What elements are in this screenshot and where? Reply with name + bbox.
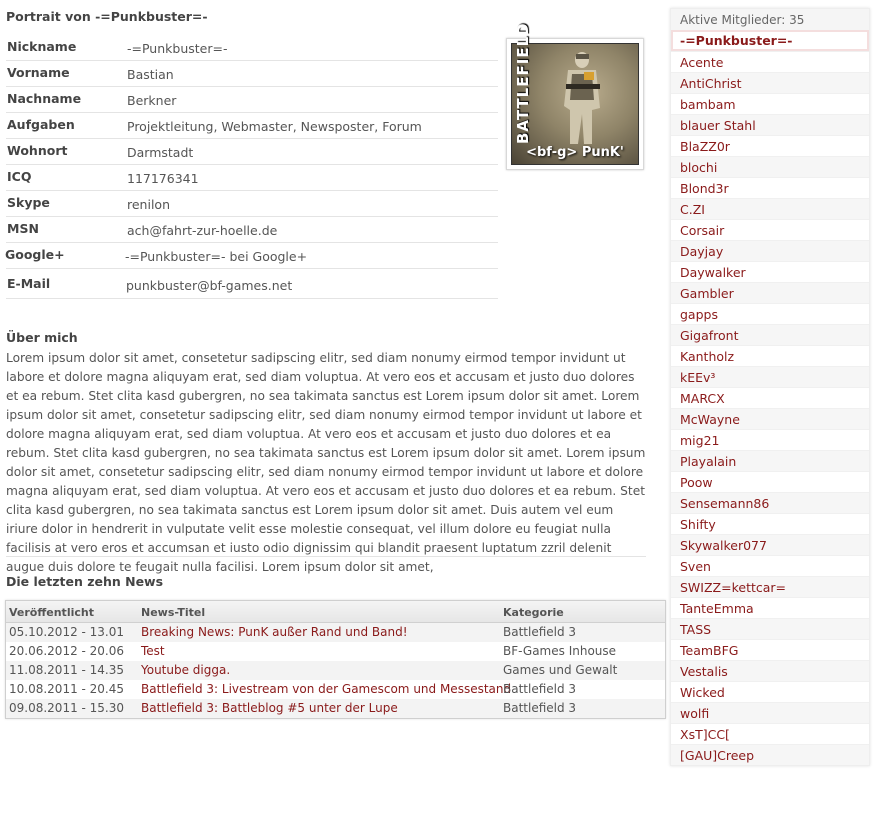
member-link[interactable]: MARCX <box>671 387 869 408</box>
member-link[interactable]: [GAU]Creep <box>671 744 869 765</box>
profile-row-nachname <box>6 87 498 113</box>
about-title: Über mich <box>6 330 78 345</box>
member-link[interactable]: Sven <box>671 555 869 576</box>
member-link[interactable]: Corsair <box>671 219 869 240</box>
member-link[interactable]: -=Punkbuster=- <box>671 30 869 51</box>
member-link[interactable]: TeamBFG <box>671 639 869 660</box>
member-link[interactable]: C.ZI <box>671 198 869 219</box>
profile-value: Projektleitung, Webmaster, Newsposter, Forum <box>127 119 422 134</box>
news-title-link[interactable]: Breaking News: PunK außer Rand und Band! <box>141 625 408 639</box>
profile-value: 117176341 <box>127 171 199 186</box>
member-link[interactable]: bambam <box>671 93 869 114</box>
avatar-tag: <bf-g> PunK' <box>526 145 624 160</box>
profile-label: Wohnort <box>7 143 68 158</box>
column-header-title[interactable]: News-Titel <box>141 606 206 619</box>
member-link[interactable]: Vestalis <box>671 660 869 681</box>
profile-row-icq <box>6 165 498 191</box>
news-section-title: Die letzten zehn News <box>6 574 164 589</box>
profile-label: Google+ <box>5 247 65 262</box>
member-link[interactable]: Kantholz <box>671 345 869 366</box>
member-link[interactable]: XsT]CC[ <box>671 723 869 744</box>
news-category: BF-Games Inhouse <box>503 644 617 658</box>
news-title-link[interactable]: Battlefield 3: Livestream von der Gamescom und Messestand <box>141 682 512 696</box>
table-row <box>6 699 665 718</box>
profile-row-vorname <box>6 61 498 87</box>
profile-label: MSN <box>7 221 39 236</box>
member-link[interactable]: Gigafront <box>671 324 869 345</box>
email-link[interactable]: punkbuster@bf-games.net <box>126 278 293 293</box>
member-link[interactable]: Acente <box>671 51 869 72</box>
column-header-published[interactable]: Veröffentlicht <box>9 606 94 619</box>
member-link[interactable]: TASS <box>671 618 869 639</box>
profile-label: Nachname <box>7 91 82 106</box>
profile-row-wohnort <box>6 139 498 165</box>
profile-row-nickname <box>6 35 498 61</box>
profile-table <box>6 35 498 299</box>
news-table <box>5 600 666 719</box>
member-link[interactable]: Skywalker077 <box>671 534 869 555</box>
member-link[interactable]: blochi <box>671 156 869 177</box>
soldier-figure-icon <box>556 50 606 146</box>
profile-label: Nickname <box>7 39 77 54</box>
news-title-link[interactable]: Battlefield 3: Battleblog #5 unter der Lupe <box>141 701 398 715</box>
member-link[interactable]: Playalain <box>671 450 869 471</box>
profile-label: Skype <box>7 195 50 210</box>
member-link[interactable]: BlaZZ0r <box>671 135 869 156</box>
table-row <box>6 642 665 661</box>
member-link[interactable]: mig21 <box>671 429 869 450</box>
profile-row-email <box>6 269 498 299</box>
news-date: 20.06.2012 - 20.06 <box>9 644 125 658</box>
news-table-header <box>6 601 665 623</box>
active-members-panel <box>670 8 870 766</box>
news-date: 05.10.2012 - 13.01 <box>9 625 125 639</box>
profile-label: ICQ <box>7 169 32 184</box>
profile-value: -=Punkbuster=- <box>127 41 228 56</box>
table-row <box>6 680 665 699</box>
news-title-link[interactable]: Test <box>141 644 165 658</box>
profile-value: renilon <box>127 197 170 212</box>
news-date: 11.08.2011 - 14.35 <box>9 663 125 677</box>
profile-row-googleplus <box>6 243 498 269</box>
page-title: Portrait von -=Punkbuster=- <box>6 9 208 24</box>
news-category: Battlefield 3 <box>503 701 577 715</box>
profile-row-msn <box>6 217 498 243</box>
news-category: Battlefield 3 <box>503 625 577 639</box>
profile-label: E-Mail <box>7 276 51 291</box>
avatar-battlefield-text: BATTLEFIELD <box>514 22 532 144</box>
avatar <box>511 22 639 165</box>
member-link[interactable]: Shifty <box>671 513 869 534</box>
profile-value: Bastian <box>127 67 174 82</box>
news-category: Battlefield 3 <box>503 682 577 696</box>
profile-row-skype <box>6 191 498 217</box>
member-link[interactable]: kEEv³ <box>671 366 869 387</box>
news-category: Games und Gewalt <box>503 663 618 677</box>
member-link[interactable]: Wicked <box>671 681 869 702</box>
profile-value: ach@fahrt-zur-hoelle.de <box>127 223 278 238</box>
google-plus-link[interactable]: -=Punkbuster=- bei Google+ <box>125 249 308 264</box>
news-date: 10.08.2011 - 20.45 <box>9 682 125 696</box>
profile-value: Berkner <box>127 93 177 108</box>
news-rows <box>6 623 665 718</box>
member-link[interactable]: wolfi <box>671 702 869 723</box>
active-members-header: Aktive Mitglieder: 35 <box>671 9 869 30</box>
news-title-link[interactable]: Youtube digga. <box>141 663 231 677</box>
table-row <box>6 623 665 642</box>
member-link[interactable]: Gambler <box>671 282 869 303</box>
member-link[interactable]: Dayjay <box>671 240 869 261</box>
member-link[interactable]: Sensemann86 <box>671 492 869 513</box>
member-link[interactable]: AntiChrist <box>671 72 869 93</box>
profile-label: Vorname <box>7 65 70 80</box>
column-header-category[interactable]: Kategorie <box>503 606 564 619</box>
member-link[interactable]: TanteEmma <box>671 597 869 618</box>
member-link[interactable]: McWayne <box>671 408 869 429</box>
member-link[interactable]: Poow <box>671 471 869 492</box>
avatar-frame <box>506 22 644 170</box>
table-row <box>6 661 665 680</box>
about-text: Lorem ipsum dolor sit amet, consetetur sadipscing elitr, sed diam nonumy eirmod tempor invidunt ut labore et dolore magna aliquyam erat, sed diam voluptua. At vero eos et accusam et justo duo dolores et ea rebum. Stet clita kasd gubergren, no sea takimata sanctus est Lorem ipsum dolor sit amet. Lorem ipsum dolor sit amet, consetetur sadipscing elitr, sed diam nonumy eirmod tempor invidunt ut labore et dolore magna aliquyam erat, sed diam voluptua. At vero eos et accusam et justo duo dolores et ea rebum. Stet clita kasd gubergren, no sea takimata sanctus est Lorem ipsum dolor sit amet. Lorem ipsum dolor sit amet, consetetur sadipscing elitr, sed diam nonumy eirmod tempor invidunt ut labore et dolore magna aliquyam erat, sed diam voluptua. At vero eos et accusam et justo duo dolores et ea rebum. Stet clita kasd gubergren, no sea takimata sanctus est Lorem ipsum dolor sit amet. Duis autem vel eum iriure dolor in hendrerit in vulputate velit esse molestie consequat, vel illum dolore eu feugiat nulla facilisis at vero eros et accumsan et iusto odio dignissim qui blandit praesent luptatum zzril delenit augue duis dolore te feugait nulla facilisi. Lorem ipsum dolor sit amet, <box>6 351 646 574</box>
member-link[interactable]: blauer Stahl <box>671 114 869 135</box>
member-link[interactable]: SWIZZ=kettcar= <box>671 576 869 597</box>
profile-row-aufgaben <box>6 113 498 139</box>
news-date: 09.08.2011 - 15.30 <box>9 701 125 715</box>
member-link[interactable]: Daywalker <box>671 261 869 282</box>
profile-label: Aufgaben <box>7 117 75 132</box>
member-list <box>671 30 869 765</box>
member-link[interactable]: gapps <box>671 303 869 324</box>
profile-value: Darmstadt <box>127 145 194 160</box>
member-link[interactable]: Blond3r <box>671 177 869 198</box>
